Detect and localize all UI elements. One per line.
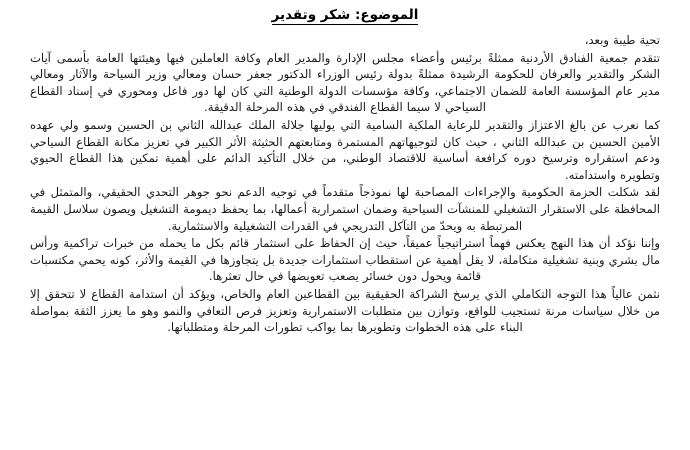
paragraph-3: لقد شكلت الحزمة الحكومية والإجراءات المصاحبة لها نموذجاً متقدماً في توجيه الدعم نحو جوهر التحدي الحقيقي، والمتمثل في المحافظة على الاستقرار التشغيلي للمنشآت السياحية وضمان استمرارية أعمالها، بما يحفظ ديمومة التشغيل ويصون سلاسل القيمة المرتبطة به ويحدّ من التآكل التدريجي في القدرات التشغيلية والاستثمارية. bbox=[30, 185, 660, 233]
paragraph-5: نثمن عالياً هذا التوجه التكاملي الذي يرسخ الشراكة الحقيقية بين القطاعين العام والخاص، ويؤكد أن استدامة القطاع لا تتحقق إلا من خلال سياسات مرنة تستجيب للواقع، وتوازن بين متطلبات الاستمرارية وتعزيز فرص التعافي والنمو وهو ما يعزز الثقة بمواصلة البناء على هذه الخطوات وتطويرها بما يواكب تطورات المرحلة ومتطلباتها. bbox=[30, 286, 660, 335]
document-subject-text: الموضوع: شكر وتقدير bbox=[271, 7, 419, 23]
paragraph-1: تتقدم جمعية الفنادق الأردنية ممثلةً برئيس وأعضاء مجلس الإدارة والمدير العام وكافة العاملين فيها وهيئتها العامة بأسمى آيات الشكر والتقدير والعرفان للحكومة الرشيدة ممثلةً بدولة رئيس الوزراء الدكتور جعفر حسان ومعالي وزير السياحة والآثار ومعالي مدير عام المؤسسة العامة للضمان الاجتماعي، وكافة مؤسسات الدولة الوطنية التي كان لها دور فاعل ومحوري في إسناد القطاع السياحي لا سيما القطاع الفندقي في هذه المرحلة الدقيقة. bbox=[30, 50, 660, 115]
paragraph-4: وإننا نؤكد أن هذا النهج يعكس فهماً استراتيجياً عميقاً، حيث إن الحفاظ على استثمار قائم بكل ما يحمله من خبرات تراكمية ورأس مال بشري وبنية تشغيلية متكاملة، لا يقل أهمية عن استقطاب استثمارات جديدة بل يتجاوزها في القيمة والأثر، كونه يحمي مكتسبات قائمة ويحول دون خسائر يصعب تعويضها في حال تعثرها. bbox=[30, 236, 660, 284]
greeting-line: تحية طيبة وبعد، bbox=[584, 33, 660, 47]
document-subject-heading bbox=[30, 6, 660, 25]
document-body bbox=[30, 6, 660, 336]
paragraph-2: كما نعرب عن بالغ الاعتزاز والتقدير للرعاية الملكية السامية التي يوليها جلالة الملك عبدالله الثاني بن الحسين وسمو ولي عهده الأمين الحسين بن عبدالله الثاني ، حيث كان لتوجيهاتهم المستمرة ومتابعتهم الحثيثة الأثر الكبير في تعزيز مكانة القطاع السياحي ودعم استقراره وترسيخ دوره كرافعة أساسية للاقتصاد الوطني، من خلال التأكيد الدائم على أهمية تمكين هذا القطاع الحيوي وتطويره واستدامته. bbox=[30, 117, 660, 182]
